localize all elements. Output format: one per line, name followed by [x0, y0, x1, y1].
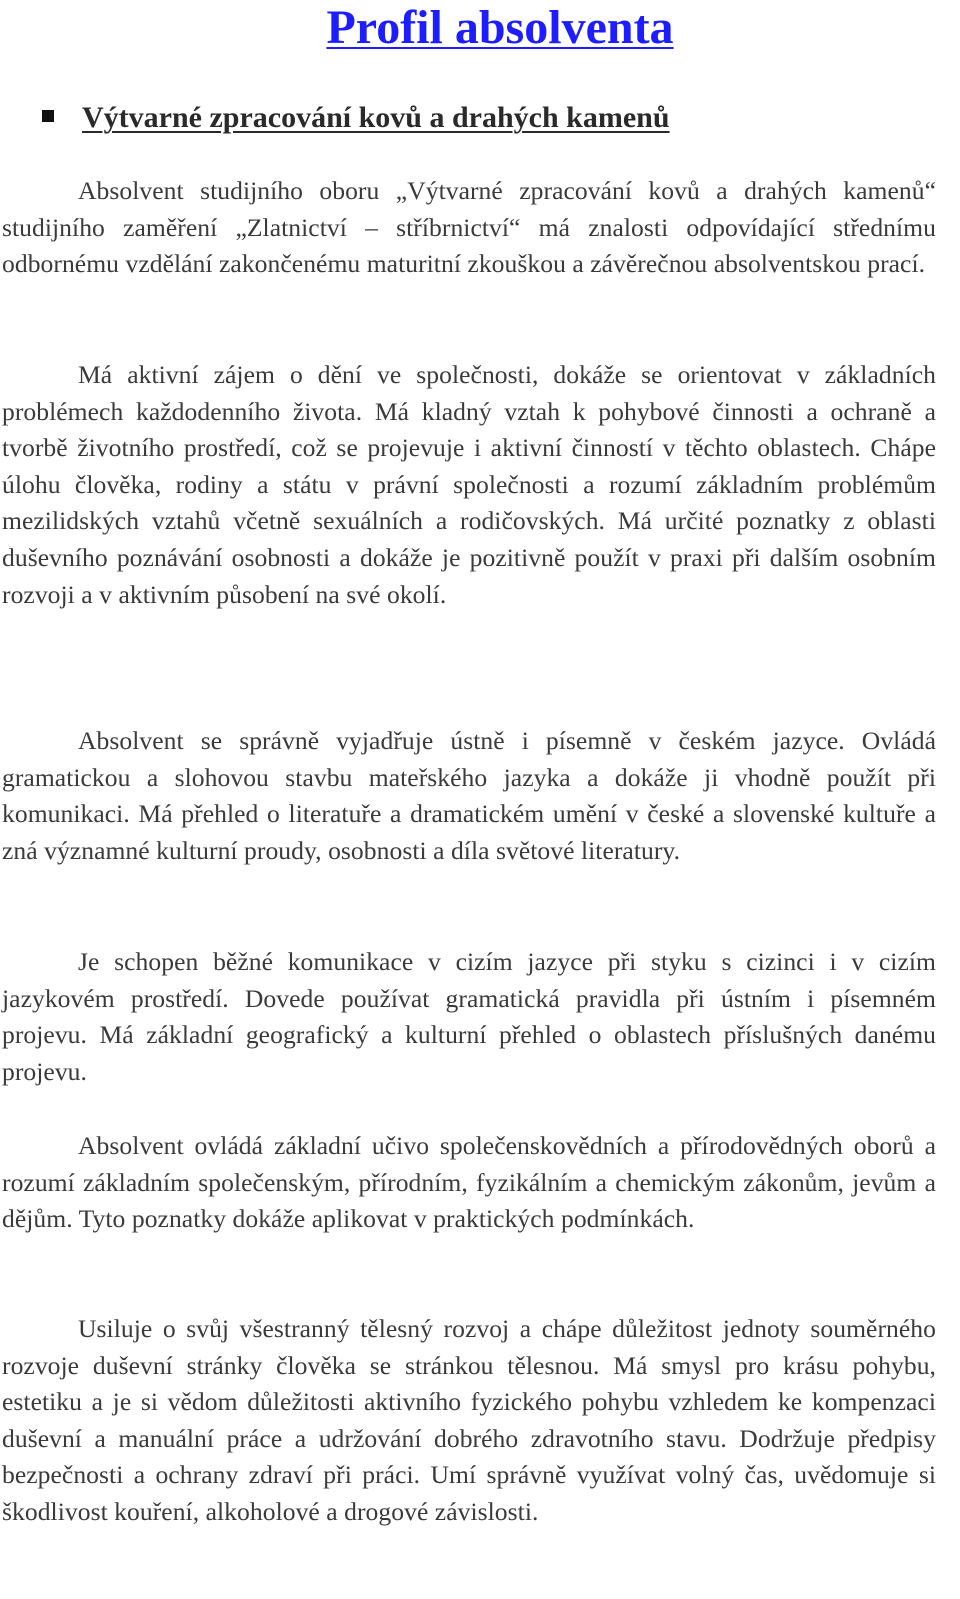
- paragraph-graduate-qualification: Absolvent studijního oboru „Výtvarné zpracování kovů a drahých kamenů“ studijního zaměření „Zlatnictví – stříbrnictví“ má znalosti odpovídající střednímu odbornému vzdělání zakončenému maturitní zkouškou a závěrečnou absolventskou prací.: [2, 176, 936, 279]
- section-heading: [42, 98, 670, 138]
- section-heading-text: Výtvarné zpracování kovů a drahých kamenů: [82, 101, 670, 134]
- paragraph-foreign-language: Je schopen běžné komunikace v cizím jazyce při styku s cizinci i v cizím jazykovém prostředí. Dovede používat gramatická pravidla při ústním i písemném projevu. Má základní geografický a kulturní přehled o oblastech příslušných danému projevu.: [2, 947, 936, 1086]
- paragraph-sciences: Absolvent ovládá základní učivo společenskovědních a přírodovědných oborů a rozumí základním společenským, přírodním, fyzikálním a chemickým zákonům, jevům a dějům. Tyto poznatky dokáže aplikovat v praktických podmínkách.: [2, 1131, 936, 1234]
- square-bullet-icon: [42, 110, 54, 122]
- paragraph-czech-language: Absolvent se správně vyjadřuje ústně i písemně v českém jazyce. Ovládá gramatickou a slohovou stavbu mateřského jazyka a dokáže ji vhodně použít při komunikaci. Má přehled o literatuře a dramatickém umění v české a slovenské kultuře a zná významné kulturní proudy, osobnosti a díla světové literatury.: [2, 726, 936, 865]
- paragraph-social-orientation: Má aktivní zájem o dění ve společnosti, dokáže se orientovat v základních problémech každodenního života. Má kladný vztah k pohybové činnosti a ochraně a tvorbě životního prostředí, což se projevuje i aktivní činností v těchto oblastech. Chápe úlohu člověka, rodiny a státu v právní společnosti a rozumí základním problémům mezilidských vztahů včetně sexuálních a rodičovských. Má určité poznatky z oblasti duševního poznávání osobnosti a dokáže je pozitivně použít v praxi při dalším osobním rozvoji a v aktivním působení na své okolí.: [2, 360, 936, 609]
- paragraph-physical-development: Usiluje o svůj všestranný tělesný rozvoj a chápe důležitost jednoty souměrného rozvoje duševní stránky člověka se stránkou tělesnou. Má smysl pro krásu pohybu, estetiku a je si vědom důležitosti aktivního fyzického pohybu vzhledem ke kompenzaci duševní a manuální práce a udržování dobrého zdravotního stavu. Dodržuje předpisy bezpečnosti a ochrany zdraví při práci. Umí správně využívat volný čas, uvědomuje si škodlivost kouření, alkoholové a drogové závislosti.: [2, 1314, 936, 1526]
- page-title: Profil absolventa: [326, 1, 674, 54]
